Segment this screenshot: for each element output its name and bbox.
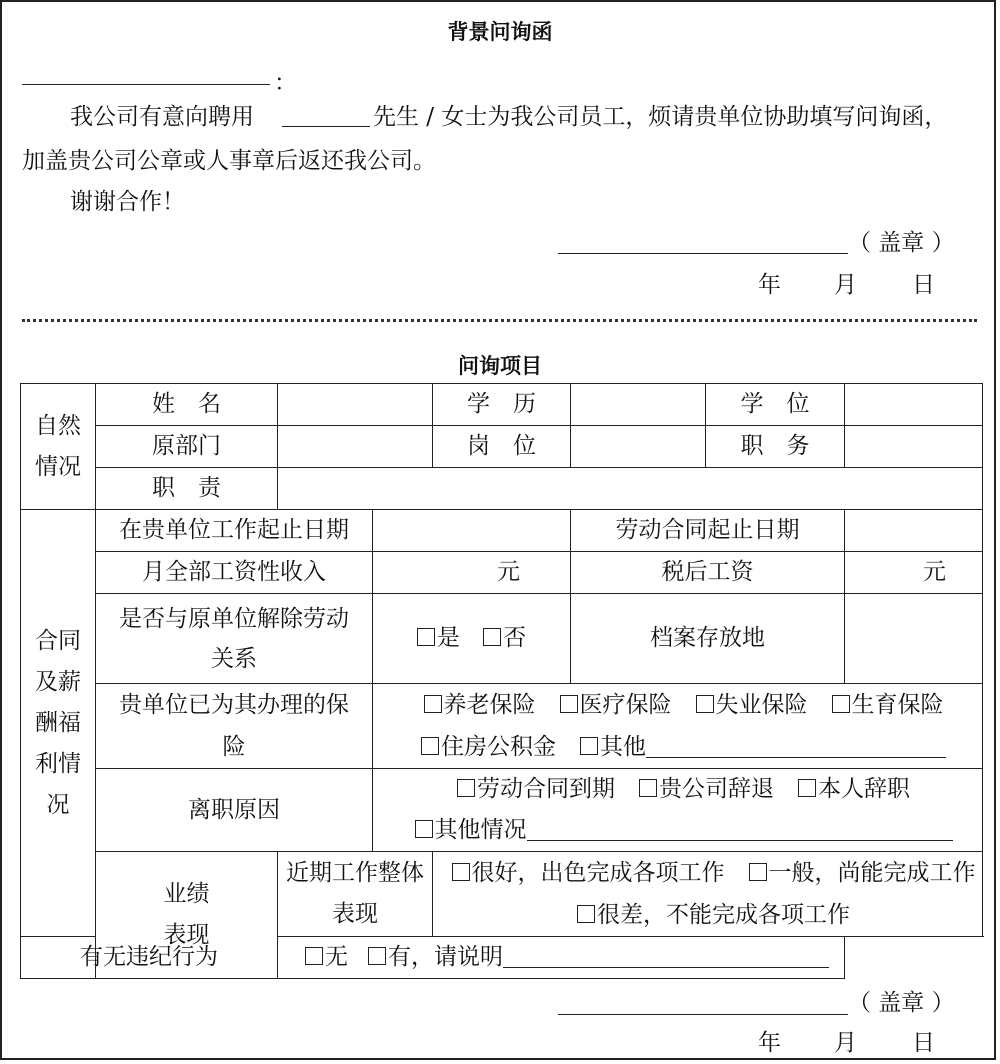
field-insurance	[373, 684, 983, 769]
leave-resigned-option[interactable]	[798, 776, 910, 802]
label-insurance: 贵单位已为其办理的保险	[96, 684, 373, 769]
perf-good-option[interactable]	[452, 852, 725, 894]
top-date-year: 年	[758, 272, 781, 298]
violation-none-option[interactable]	[305, 937, 348, 978]
bottom-seal-label: （ 盖章 ）	[848, 990, 955, 1016]
section-natural-label: 自然 情况	[35, 412, 81, 480]
leave-resigned-label: 本人辞职	[818, 776, 910, 802]
top-seal-label: （ 盖章 ）	[848, 230, 955, 256]
ins-maternity-label: 生育保险	[851, 692, 944, 718]
field-dept[interactable]	[278, 426, 433, 468]
ins-pension-option[interactable]	[424, 684, 536, 726]
field-archive[interactable]	[845, 594, 983, 684]
leave-contract-end-label: 劳动合同到期	[477, 776, 615, 802]
field-leave-reason	[373, 769, 983, 852]
leave-other-checkbox[interactable]	[415, 820, 433, 838]
section-natural	[21, 384, 96, 510]
bottom-seal-blank[interactable]	[558, 988, 848, 1015]
violation-yes-option[interactable]	[368, 944, 503, 970]
ins-other-label: 其他	[600, 734, 646, 760]
label-dept: 原部门	[96, 426, 278, 468]
leave-contract-end-option[interactable]	[457, 769, 615, 810]
field-post[interactable]	[571, 426, 706, 468]
ins-housing-fund-option[interactable]	[421, 726, 556, 768]
label-name: 姓 名	[96, 384, 278, 426]
leave-dismissed-checkbox[interactable]	[639, 779, 657, 797]
perf-average-checkbox[interactable]	[749, 863, 767, 881]
perf-average-label: 一般，尚能完成工作	[768, 860, 976, 886]
label-archive: 档案存放地	[571, 594, 845, 684]
ins-medical-checkbox[interactable]	[560, 695, 578, 713]
label-duty: 职 责	[96, 468, 278, 510]
violation-none-label: 无	[325, 944, 348, 970]
perf-good-label: 很好，出色完成各项工作	[471, 860, 725, 886]
thanks-text: 谢谢合作！	[70, 189, 185, 215]
candidate-name-blank[interactable]	[282, 102, 370, 127]
ins-pension-label: 养老保险	[443, 692, 536, 718]
violation-explain-blank[interactable]	[503, 943, 829, 968]
body-text-2: 加盖贵公司公章或人事章后返还我公司。	[22, 148, 436, 174]
terminated-no-option[interactable]	[483, 625, 526, 651]
ins-unemployment-checkbox[interactable]	[696, 695, 714, 713]
field-terminated	[373, 594, 571, 684]
field-duty[interactable]	[278, 468, 983, 510]
label-after-tax: 税后工资	[571, 552, 845, 594]
inquiry-items-table	[20, 383, 983, 979]
ins-maternity-checkbox[interactable]	[832, 695, 850, 713]
terminated-yes-option[interactable]	[417, 618, 460, 659]
field-degree[interactable]	[845, 384, 983, 426]
label-position: 职 务	[706, 426, 845, 468]
label-terminated: 是否与原单位解除劳动关系	[96, 594, 373, 684]
perf-poor-checkbox[interactable]	[577, 905, 595, 923]
perf-poor-label: 很差，不能完成各项工作	[597, 902, 850, 928]
ins-housing-fund-checkbox[interactable]	[421, 737, 439, 755]
label-leave-reason: 离职原因	[96, 769, 373, 852]
ins-housing-fund-label: 住房公积金	[441, 734, 556, 760]
ins-other-checkbox[interactable]	[580, 737, 598, 755]
leave-other-blank[interactable]	[527, 816, 953, 841]
top-date-day: 日	[912, 272, 935, 298]
ins-medical-option[interactable]	[560, 684, 672, 726]
ins-unemployment-label: 失业保险	[715, 692, 808, 718]
label-degree: 学 位	[706, 384, 845, 426]
field-violation	[278, 937, 845, 979]
label-violation: 有无违纪行为	[21, 937, 278, 979]
label-recent-perf: 近期工作整体表现	[278, 852, 433, 937]
leave-contract-end-checkbox[interactable]	[457, 779, 475, 797]
top-seal-blank[interactable]	[558, 227, 848, 254]
label-post: 岗 位	[433, 426, 571, 468]
field-name[interactable]	[278, 384, 433, 426]
perf-poor-option[interactable]	[577, 902, 850, 928]
ins-medical-label: 医疗保险	[579, 692, 672, 718]
violation-yes-checkbox[interactable]	[368, 947, 386, 965]
leave-other-option[interactable]	[415, 817, 527, 843]
bottom-date-day: 日	[912, 1030, 935, 1056]
recipient-blank[interactable]	[22, 62, 270, 85]
section-performance-label: 业绩 表现	[163, 881, 210, 948]
terminated-no-checkbox[interactable]	[483, 628, 501, 646]
section-contract	[21, 510, 96, 937]
terminated-yes-checkbox[interactable]	[417, 628, 435, 646]
field-recent-perf	[433, 852, 983, 937]
items-title: 问询项目	[458, 354, 542, 378]
section-contract-label: 合同 及薪 酬福 利情 况	[35, 627, 81, 818]
ins-other-option[interactable]	[580, 734, 646, 760]
label-monthly-income: 月全部工资性收入	[96, 552, 373, 594]
perf-good-checkbox[interactable]	[452, 863, 470, 881]
leave-dismissed-option[interactable]	[639, 769, 774, 810]
bottom-date-year: 年	[758, 1030, 781, 1056]
label-education: 学 历	[433, 384, 571, 426]
leave-resigned-checkbox[interactable]	[798, 779, 816, 797]
field-monthly-income[interactable]	[373, 552, 571, 594]
terminated-yes-label: 是	[436, 625, 460, 651]
field-education[interactable]	[571, 384, 706, 426]
ins-other-blank[interactable]	[646, 733, 946, 758]
violation-yes-label: 有，请说明	[388, 944, 503, 970]
ins-unemployment-option[interactable]	[696, 684, 808, 726]
label-contract-period: 劳动合同起止日期	[571, 510, 845, 552]
field-work-period[interactable]	[373, 510, 571, 552]
letter-title: 背景问询函	[447, 20, 553, 44]
body-text-1a: 我公司有意向聘用	[70, 104, 254, 130]
violation-none-checkbox[interactable]	[305, 947, 323, 965]
leave-dismissed-label: 贵公司辞退	[659, 776, 774, 802]
label-work-period: 在贵单位工作起止日期	[96, 510, 373, 552]
field-contract-period[interactable]	[845, 510, 983, 552]
perf-average-option[interactable]	[749, 860, 976, 886]
after-tax-unit: 元	[923, 559, 946, 585]
recipient-colon: ：	[274, 70, 297, 96]
monthly-income-unit: 元	[497, 559, 520, 585]
ins-maternity-option[interactable]	[832, 684, 944, 726]
leave-other-label: 其他情况	[434, 817, 527, 843]
ins-pension-checkbox[interactable]	[424, 695, 442, 713]
terminated-no-label: 否	[503, 625, 527, 651]
field-position[interactable]	[845, 426, 983, 468]
tear-off-divider	[22, 319, 977, 322]
bottom-date-month: 月	[834, 1030, 857, 1056]
top-date-month: 月	[834, 272, 857, 298]
field-after-tax[interactable]	[845, 552, 983, 594]
body-text-1b: 先生 / 女士为我公司员工，烦请贵单位协助填写问询函，	[373, 104, 948, 130]
